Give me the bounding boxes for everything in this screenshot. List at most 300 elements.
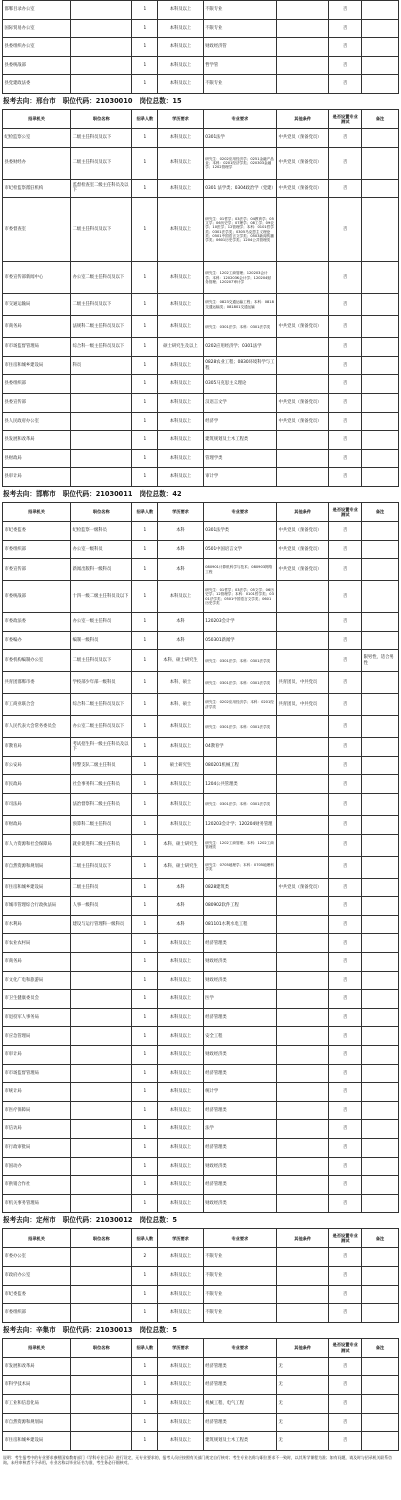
cell-major: 050301新闻学 (203, 631, 276, 650)
cell-agency: 市委组织部 (3, 540, 71, 559)
table-row (3, 897, 399, 916)
cell-remark (362, 1357, 399, 1376)
cell-education: 本科及以上 (158, 1304, 204, 1323)
cell-agency: 市司法局 (3, 794, 71, 816)
cell-education: 本科、硕士 (158, 694, 204, 716)
cell-position (71, 75, 132, 94)
cell-remark (362, 1064, 399, 1083)
section-total: 岗位总数：5 (139, 1325, 177, 1334)
cell-remark (362, 1248, 399, 1267)
table-row (3, 559, 399, 581)
cell-position (71, 38, 132, 57)
table-row (3, 431, 399, 450)
cell-count: 1 (132, 1432, 158, 1451)
table-row (3, 1064, 399, 1083)
cell-major: 财政经济管 (203, 38, 276, 57)
table-row (3, 613, 399, 632)
cell-other (277, 338, 329, 357)
table-row (3, 1120, 399, 1139)
cell-test: 否 (329, 581, 362, 613)
cell-position (71, 1357, 132, 1376)
cell-test: 否 (329, 716, 362, 738)
cell-education: 本科 (158, 878, 204, 897)
cell-major: 研究生：01哲学；03法学；05文学；06历史学；12管理学；本科：0101哲学类；0301法学类；0501中国语言文学类；0601历史学类 (203, 581, 276, 613)
table-row (3, 650, 399, 672)
cell-agency: 市交通运输局 (3, 294, 71, 316)
cell-major: 建筑规划及土木工程类 (203, 431, 276, 450)
column-header: 是否设置专业测试 (329, 1338, 362, 1357)
cell-remark (362, 1027, 399, 1046)
column-header: 备注 (362, 109, 399, 128)
table-row (3, 356, 399, 375)
cell-count: 1 (132, 56, 158, 75)
table-row (3, 1394, 399, 1413)
cell-count: 1 (132, 738, 158, 757)
cell-position: 综合科二级主任科员及以下 (71, 694, 132, 716)
cell-position (71, 1008, 132, 1027)
cell-other (277, 1, 329, 20)
cell-test: 否 (329, 1101, 362, 1120)
table-row (3, 775, 399, 794)
section-table (2, 502, 399, 1213)
column-header: 是否设置专业测试 (329, 109, 362, 128)
cell-test: 否 (329, 56, 362, 75)
column-header: 职位名称 (71, 109, 132, 128)
cell-education: 本科 (158, 559, 204, 581)
cell-test: 否 (329, 393, 362, 412)
cell-count: 1 (132, 878, 158, 897)
cell-agency: 国际贸易办公室 (3, 19, 71, 38)
cell-position (71, 1120, 132, 1139)
cell-other: 中共党员（预备党员） (277, 559, 329, 581)
cell-major: 研究生：0202应用经济学；本科：0201经济学类 (203, 694, 276, 716)
cell-test: 否 (329, 613, 362, 632)
cell-count: 1 (132, 756, 158, 775)
cell-major: 研究生：0301法学；本科：0301法学类 (203, 316, 276, 338)
cell-remark: 限男性，适合男性 (362, 650, 399, 672)
cell-agency: 市商务局 (3, 953, 71, 972)
cell-education: 本科及以上 (158, 1101, 204, 1120)
table-row (3, 521, 399, 540)
cell-count: 1 (132, 38, 158, 57)
cell-count: 1 (132, 1120, 158, 1139)
table-row (3, 316, 399, 338)
column-header: 招录机关 (3, 1338, 71, 1357)
cell-test: 否 (329, 540, 362, 559)
cell-education: 本科及以上 (158, 1157, 204, 1176)
cell-test: 否 (329, 294, 362, 316)
cell-major: 研究生：0823交通运输工程；本科：0818交通运输类；081801交通运输 (203, 294, 276, 316)
cell-major: 财政经济类 (203, 1157, 276, 1176)
cell-position: 法规科二级主任科员及以下 (71, 316, 132, 338)
cell-remark (362, 38, 399, 57)
cell-education: 本科及以上 (158, 1008, 204, 1027)
cell-count: 1 (132, 1083, 158, 1102)
cell-count: 1 (132, 449, 158, 468)
cell-remark (362, 775, 399, 794)
table-row (3, 794, 399, 816)
cell-education: 本科及以上 (158, 1064, 204, 1083)
cell-count: 1 (132, 915, 158, 934)
table-row (3, 75, 399, 94)
table-row (3, 934, 399, 953)
cell-position (71, 1, 132, 20)
cell-test: 否 (329, 1304, 362, 1323)
cell-education: 本科及以上 (158, 971, 204, 990)
cell-education: 本科、硕士研究生 (158, 856, 204, 878)
cell-education: 本科及以上 (158, 1394, 204, 1413)
cell-remark (362, 1046, 399, 1065)
cell-other (277, 198, 329, 262)
cell-remark (362, 540, 399, 559)
cell-test: 否 (329, 672, 362, 694)
cell-major: 财政经济类 (203, 1046, 276, 1065)
cell-remark (362, 449, 399, 468)
section-title: 报考去向：邯郸市 (3, 489, 56, 498)
cell-position (71, 1176, 132, 1195)
table-row (3, 540, 399, 559)
cell-major: 0828建筑类 (203, 878, 276, 897)
column-header: 专业要求 (203, 1338, 276, 1357)
table-row (3, 1357, 399, 1376)
section-code: 职位代码：21030011 (62, 489, 133, 498)
cell-position (71, 19, 132, 38)
cell-agency: 市国动办 (3, 1157, 71, 1176)
cell-remark (362, 356, 399, 375)
cell-other (277, 1266, 329, 1285)
cell-other (277, 56, 329, 75)
cell-position: 十四一级二级主任科员及以下 (71, 581, 132, 613)
table-row (3, 1376, 399, 1395)
cell-count: 1 (132, 716, 158, 738)
cell-position: 人事一级科员 (71, 897, 132, 916)
cell-count: 1 (132, 613, 158, 632)
cell-other (277, 990, 329, 1009)
cell-test: 否 (329, 316, 362, 338)
cell-education: 本科及以上 (158, 147, 204, 179)
cell-agency: 市纪委监委 (3, 1285, 71, 1304)
section-total: 岗位总数：15 (139, 96, 182, 105)
cell-test: 否 (329, 631, 362, 650)
cell-agency: 市卫生健康委员会 (3, 990, 71, 1009)
cell-remark (362, 1176, 399, 1195)
cell-major: 机械工程、电气工程 (203, 1394, 276, 1413)
cell-position (71, 1027, 132, 1046)
cell-remark (362, 581, 399, 613)
cell-education: 本科及以上 (158, 934, 204, 953)
cell-count: 1 (132, 559, 158, 581)
cell-remark (362, 1432, 399, 1451)
cell-education: 本科及以上 (158, 431, 204, 450)
table-row (3, 294, 399, 316)
cell-education: 本科及以上 (158, 375, 204, 394)
cell-count: 1 (132, 1138, 158, 1157)
table-row (3, 834, 399, 856)
cell-education: 本科及以上 (158, 1176, 204, 1195)
cell-major: 不限专业 (203, 1248, 276, 1267)
cell-major: 不限专业 (203, 1285, 276, 1304)
cell-remark (362, 1138, 399, 1157)
cell-education: 本科及以上 (158, 356, 204, 375)
cell-test: 否 (329, 794, 362, 816)
cell-agency: 市医疗保障局 (3, 1101, 71, 1120)
cell-other (277, 1120, 329, 1139)
cell-remark (362, 816, 399, 835)
column-header: 其他条件 (277, 1338, 329, 1357)
cell-education: 本科及以上 (158, 716, 204, 738)
cell-other: 无 (277, 1357, 329, 1376)
cell-remark (362, 1285, 399, 1304)
cell-remark (362, 19, 399, 38)
cell-agency: 县委宣传部 (3, 393, 71, 412)
cell-other (277, 1304, 329, 1323)
cell-position: 特警支队二级主任科员 (71, 756, 132, 775)
cell-major: 经济管理类 (203, 1376, 276, 1395)
cell-remark (362, 338, 399, 357)
cell-remark (362, 613, 399, 632)
cell-agency: 市水利局 (3, 915, 71, 934)
cell-test: 否 (329, 1138, 362, 1157)
cell-agency: 邯郸目录办公室 (3, 1, 71, 20)
cell-other: 中共党员（预备党员） (277, 878, 329, 897)
cell-test: 否 (329, 147, 362, 179)
cell-position (71, 1083, 132, 1102)
cell-agency: 市自然资源和规划局 (3, 856, 71, 878)
cell-other (277, 468, 329, 487)
cell-test: 否 (329, 1008, 362, 1027)
cell-major: 0501中国语言文学 (203, 540, 276, 559)
cell-major: 汉语言文学 (203, 393, 276, 412)
cell-other (277, 971, 329, 990)
cell-other (277, 775, 329, 794)
cell-remark (362, 1, 399, 20)
column-header: 备注 (362, 502, 399, 521)
cell-education: 本科及以上 (158, 316, 204, 338)
cell-position: 就业促进科二级主任科员 (71, 834, 132, 856)
table-row (3, 1157, 399, 1176)
cell-agency: 市委组织部 (3, 1304, 71, 1323)
cell-agency: 市科学技术局 (3, 1376, 71, 1395)
cell-count: 1 (132, 1304, 158, 1323)
cell-agency: 县委组织部 (3, 375, 71, 394)
cell-education: 本科及以上 (158, 128, 204, 147)
cell-major: 经济管理类 (203, 1357, 276, 1376)
cell-test: 否 (329, 971, 362, 990)
cell-major: 不限专业 (203, 1304, 276, 1323)
table-row (3, 1101, 399, 1120)
cell-other (277, 262, 329, 294)
cell-other: 中共党员（预备党员） (277, 540, 329, 559)
table-row (3, 878, 399, 897)
cell-count: 1 (132, 1027, 158, 1046)
cell-test: 否 (329, 1, 362, 20)
cell-education: 本科 (158, 613, 204, 632)
cell-agency: 市委编办 (3, 631, 71, 650)
cell-position (71, 1413, 132, 1432)
cell-remark (362, 953, 399, 972)
table-row (3, 56, 399, 75)
cell-remark (362, 897, 399, 916)
section-title (2, 1213, 399, 1228)
cell-other (277, 1285, 329, 1304)
cell-other: 无 (277, 1432, 329, 1451)
table-row (3, 953, 399, 972)
cell-remark (362, 631, 399, 650)
table-row (3, 1176, 399, 1195)
cell-other (277, 1083, 329, 1102)
sections-container (2, 94, 399, 1451)
cell-major: 0202应用经济学；0301法学 (203, 338, 276, 357)
cell-agency: 市纪检监察派驻机构 (3, 179, 71, 198)
cell-agency: 市退役军人事务局 (3, 1008, 71, 1027)
cell-remark (362, 856, 399, 878)
table-row (3, 856, 399, 878)
table-row (3, 1285, 399, 1304)
cell-position: 综合科一级主任科员及以下 (71, 338, 132, 357)
cell-other (277, 834, 329, 856)
column-header: 是否设置专业测试 (329, 502, 362, 521)
section-title: 报考去向：定州市 (3, 1216, 56, 1225)
cell-test: 否 (329, 1285, 362, 1304)
cell-major: 研究生：0301法学；本科：0301法学类 (203, 716, 276, 738)
cell-major: 哲学管 (203, 56, 276, 75)
table-row (3, 449, 399, 468)
cell-remark (362, 521, 399, 540)
cell-agency: 市市场监督管理局 (3, 1064, 71, 1083)
cell-other (277, 19, 329, 38)
cell-major: 不限专业 (203, 75, 276, 94)
cell-test: 否 (329, 816, 362, 835)
header-row (3, 1338, 399, 1357)
cell-other (277, 1248, 329, 1267)
cell-major: 医学 (203, 990, 276, 1009)
cell-agency: 市人民代表大会常务委员会 (3, 716, 71, 738)
cell-agency: 纪检监察公室 (3, 128, 71, 147)
cell-major: 法学 (203, 1120, 276, 1139)
cell-other (277, 953, 329, 972)
table-row (3, 198, 399, 262)
cell-test: 否 (329, 1083, 362, 1102)
column-header: 学历要求 (158, 502, 204, 521)
cell-education: 本科 (158, 897, 204, 916)
cell-count: 1 (132, 1376, 158, 1395)
cell-other (277, 1176, 329, 1195)
cell-major: 0301法学类 (203, 521, 276, 540)
cell-remark (362, 431, 399, 450)
cell-other (277, 1194, 329, 1213)
cell-education: 本科及以上 (158, 1138, 204, 1157)
cell-major: 120203会计学；120204财务管理 (203, 816, 276, 835)
cell-test: 否 (329, 1248, 362, 1267)
cell-remark (362, 1413, 399, 1432)
cell-other (277, 449, 329, 468)
cell-test: 否 (329, 559, 362, 581)
cell-count: 1 (132, 540, 158, 559)
cell-agency: 市供销合作社 (3, 1176, 71, 1195)
cell-count: 1 (132, 262, 158, 294)
cell-test: 否 (329, 38, 362, 57)
cell-position (71, 1285, 132, 1304)
cell-agency: 市统计局 (3, 1083, 71, 1102)
cell-test: 否 (329, 431, 362, 450)
cell-count: 1 (132, 375, 158, 394)
section-code: 职位代码：21030012 (62, 1216, 133, 1225)
cell-other (277, 816, 329, 835)
table-row (3, 1138, 399, 1157)
cell-major: 120203会计学 (203, 613, 276, 632)
cell-agency: 市委政法委 (3, 613, 71, 632)
cell-count: 1 (132, 934, 158, 953)
table-row (3, 19, 399, 38)
column-header: 招录人数 (132, 109, 158, 128)
cell-education: 本科及以上 (158, 990, 204, 1009)
cell-agency: 市农业农村局 (3, 934, 71, 953)
cell-agency: 市委统战部 (3, 581, 71, 613)
cell-position: 社会事务科二级主任科员 (71, 775, 132, 794)
cell-position (71, 56, 132, 75)
footnote: 说明：考生报考中的专业要求参照国家教育部门《学科专业目录》进行设定，无专业要求的，报考人员应按照有关部门规定自行核对；考生专业名称与职位要求不一致时，以其所学课程为准；如有问题，请及时与招录机关联系咨询。未经审核者不予录用。专业名称以毕业证书为准，考生务必仔细核对。 (3, 1454, 393, 1466)
cell-count: 1 (132, 581, 158, 613)
column-header: 招录机关 (3, 502, 71, 521)
cell-major: 经济学 (203, 412, 276, 431)
cell-agency: 市行政审批局 (3, 1138, 71, 1157)
cell-major: 审计学 (203, 468, 276, 487)
cell-test: 否 (329, 375, 362, 394)
column-header: 学历要求 (158, 1338, 204, 1357)
cell-agency: 市住房和城乡建设局 (3, 878, 71, 897)
cell-major: 经济管理类 (203, 1101, 276, 1120)
cell-major: 不限专业 (203, 19, 276, 38)
cell-test: 否 (329, 694, 362, 716)
cell-remark (362, 75, 399, 94)
table-row (3, 1046, 399, 1065)
cell-position: 监督检查室二级主任科员及以下 (71, 179, 132, 198)
cell-other (277, 856, 329, 878)
cell-major: 经济管理类 (203, 1176, 276, 1195)
cell-test: 否 (329, 834, 362, 856)
cell-count: 1 (132, 1008, 158, 1027)
cell-other (277, 1027, 329, 1046)
cell-test: 否 (329, 775, 362, 794)
cell-education: 本科及以上 (158, 75, 204, 94)
cell-count: 1 (132, 816, 158, 835)
cell-remark (362, 738, 399, 757)
table-row (3, 375, 399, 394)
cell-position: 二级主任科员及以下 (71, 128, 132, 147)
table-row (3, 694, 399, 716)
cell-remark (362, 147, 399, 179)
cell-remark (362, 294, 399, 316)
cell-remark (362, 1266, 399, 1285)
cell-count: 1 (132, 1101, 158, 1120)
cell-position: 二级主任科员及以下 (71, 198, 132, 262)
cell-remark (362, 1101, 399, 1120)
table-row (3, 915, 399, 934)
cell-count: 1 (132, 468, 158, 487)
cell-test: 否 (329, 1357, 362, 1376)
cell-count: 1 (132, 672, 158, 694)
header-row (3, 109, 399, 128)
cell-position: 办公室二级主任科员及以下 (71, 716, 132, 738)
cell-count: 1 (132, 338, 158, 357)
cell-position: 二级主任科员 (71, 878, 132, 897)
cell-education: 本科及以上 (158, 953, 204, 972)
cell-education: 本科及以上 (158, 294, 204, 316)
cell-position (71, 1138, 132, 1157)
cell-major: 经济管理类 (203, 1064, 276, 1083)
cell-major: 研究生：1202工商管理；120203会计学；本科：120203K会计学；120204财务管理；120207审计学 (203, 262, 276, 294)
cell-count: 1 (132, 1046, 158, 1065)
